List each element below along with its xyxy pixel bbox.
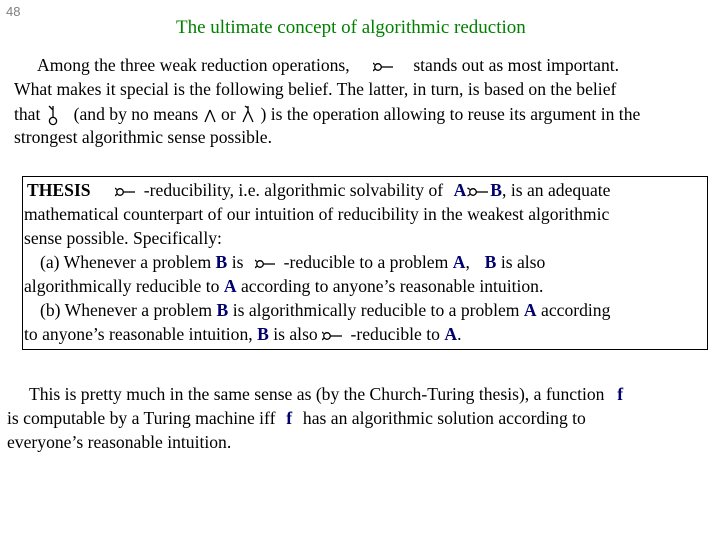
thesis-item-a-line-1 <box>40 254 545 272</box>
closing-text: is computable by a Turing machine iff <box>7 408 276 428</box>
problem-a: A <box>223 276 237 296</box>
thesis-text: algorithmically reducible to <box>24 276 220 296</box>
thesis-line-3: sense possible. Specifically: <box>24 228 222 248</box>
thesis-text: is also <box>273 324 318 344</box>
thesis-text: , <box>465 252 470 272</box>
weak-reduction-icon <box>255 257 279 271</box>
problem-a: A <box>523 300 537 320</box>
thesis-line-1 <box>27 182 610 200</box>
problem-b: B <box>490 180 503 200</box>
intro-text: that <box>14 104 41 125</box>
thesis-text: -reducible to <box>350 324 440 344</box>
closing-text: has an algorithmic solution according to <box>302 408 586 428</box>
thesis-text: is algorithmically reducible to a problem <box>232 300 520 320</box>
intro-line-3 <box>14 105 640 127</box>
intro-line-4: strongest algorithmic sense possible. <box>14 127 273 147</box>
slide-title: The ultimate concept of algorithmic reduction <box>176 17 526 38</box>
function-f: f <box>617 384 624 404</box>
weak-reduction-icon <box>115 185 139 199</box>
thesis-text: is also <box>500 252 546 272</box>
thesis-line-2: mathematical counterpart of our intuition of reducibility in the weakest algorithmic <box>24 204 610 224</box>
problem-a: A <box>453 180 467 200</box>
weak-reduction-icon <box>373 60 397 74</box>
intro-text: Among the three weak reduction operations, <box>37 55 350 75</box>
intro-line-1 <box>37 57 619 75</box>
branching-recurrence-icon <box>240 105 256 127</box>
thesis-text: . <box>457 324 462 344</box>
weak-reduction-icon <box>466 185 490 199</box>
closing-line-1 <box>29 386 623 404</box>
intro-text: stands out as most important. <box>413 55 620 75</box>
problem-b: B <box>216 300 229 320</box>
intro-line-2: What makes it special is the following belief. The latter, in turn, is based on the belief <box>14 79 617 99</box>
intro-text: ) is the operation allowing to reuse its argument in the <box>260 104 641 125</box>
problem-a: A <box>444 324 458 344</box>
problem-a: A <box>452 252 466 272</box>
closing-line-3: everyone’s reasonable intuition. <box>7 432 232 452</box>
thesis-text: , is an adequate <box>502 180 611 200</box>
thesis-label: THESIS <box>27 180 91 200</box>
thesis-text: is <box>231 252 244 272</box>
closing-text: This is pretty much in the same sense as (by the Church-Turing thesis), a function <box>29 384 605 404</box>
parallel-recurrence-icon <box>203 106 217 126</box>
problem-b: B <box>257 324 269 344</box>
thesis-text: according to anyone’s reasonable intuition. <box>240 276 544 296</box>
thesis-item-b-line-1 <box>40 302 610 320</box>
thesis-text: to anyone’s reasonable intuition, <box>24 324 253 344</box>
thesis-text: -reducible to a problem <box>283 252 449 272</box>
problem-b: B <box>484 252 497 272</box>
problem-b: B <box>215 252 228 272</box>
weak-reduction-icon <box>322 329 346 343</box>
thesis-text: according <box>541 300 611 320</box>
function-f: f <box>286 408 293 428</box>
thesis-text: -reducibility, i.e. algorithmic solvability of <box>143 180 444 200</box>
thesis-item-a-line-2 <box>24 278 543 296</box>
recurrence-icon <box>45 105 61 127</box>
closing-line-2 <box>7 410 586 428</box>
slide-number: 48 <box>6 4 21 19</box>
thesis-text: (b) Whenever a problem <box>40 300 213 320</box>
thesis-item-b-line-2 <box>24 326 461 344</box>
intro-text: or <box>221 104 236 125</box>
thesis-text: (a) Whenever a problem <box>40 252 212 272</box>
intro-text: (and by no means <box>73 104 199 125</box>
